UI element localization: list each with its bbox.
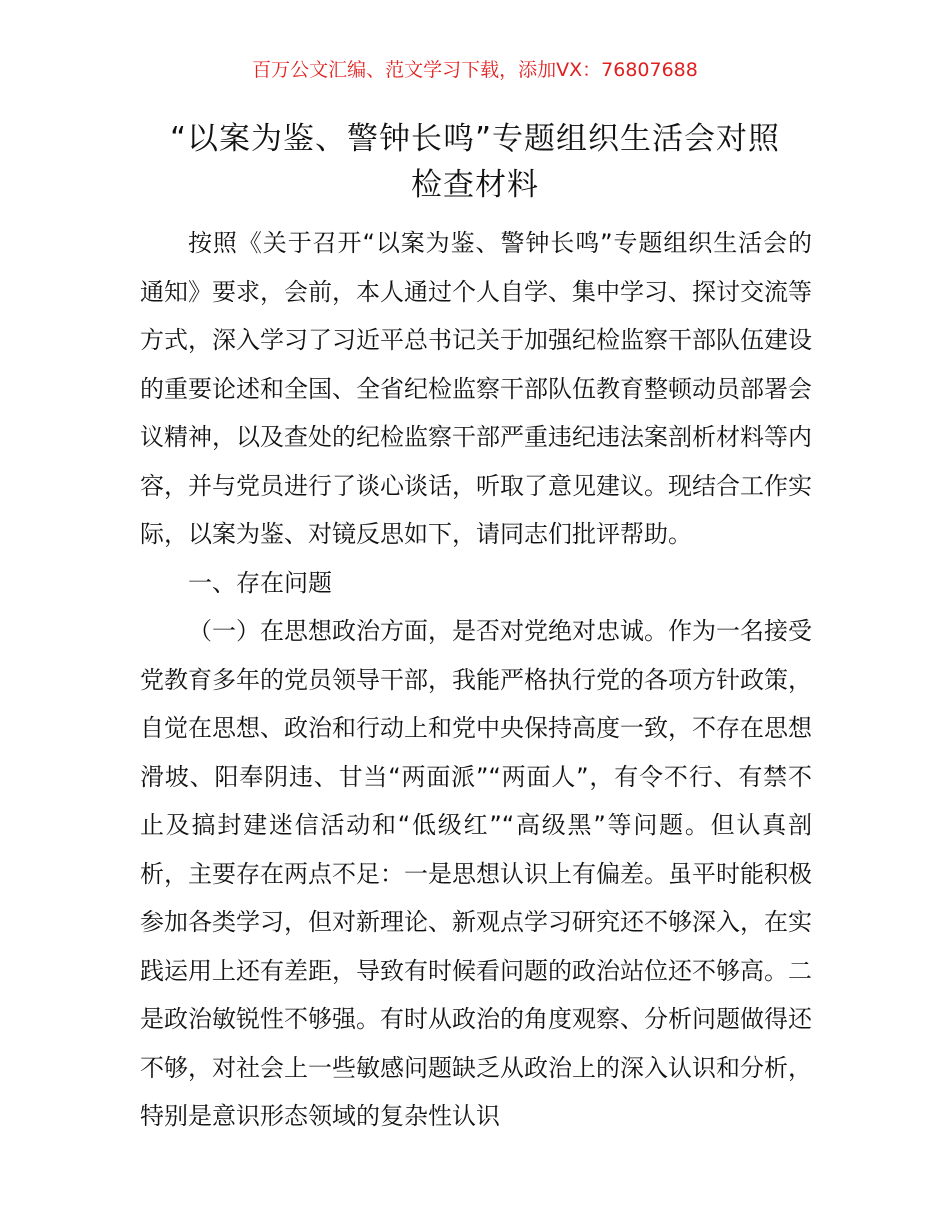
title-line-1: “以案为鉴、警钟长鸣”专题组织生活会对照 bbox=[169, 121, 781, 157]
intro-paragraph: 按照《关于召开“以案为鉴、警钟长鸣”专题组织生活会的通知》要求，会前，本人通过个人自学、集中学习、探讨交流等方式，深入学习了习近平总书记关于加强纪检监察干部队伍建设的重要论述和全国、全省纪检监察干部队伍教育整顿动员部署会议精神，以及查处的纪检监察干部严重违纪违法案剖析材料等内容，并与党员进行了谈心谈话，听取了意见建议。现结合工作实际，以案为鉴、对镜反思如下，请同志们批评帮助。 bbox=[140, 229, 812, 548]
body-paragraph: （一）在思想政治方面，是否对党绝对忠诚。作为一名接受党教育多年的党员领导干部，我能严格执行党的各项方针政策，自觉在思想、政治和行动上和党中央保持高度一致，不存在思想滑坡、阳奉阴违、甘当“两面派”“两面人”，有令不行、有禁不止及搞封建迷信活动和“低级红”“高级黑”等问题。但认真剖析，主要存在两点不足：一是思想认识上有偏差。虽平时能积极参加各类学习，但对新理论、新观点学习研究还不够深入，在实践运用上还有差距，导致有时候看问题的政治站位还不够高。二是政治敏锐性不够强。有时从政治的角度观察、分析问题做得还不够，对社会上一些敏感问题缺乏从政治上的深入认识和分析，特别是意识形态领域的复杂性认识 bbox=[140, 617, 812, 1130]
title-line-2: 检查材料 bbox=[411, 167, 539, 203]
document-body bbox=[140, 219, 812, 1141]
document-title bbox=[140, 116, 810, 208]
watermark-header: 百万公文汇编、范文学习下载，添加VX：76807688 bbox=[252, 59, 698, 81]
section-heading: 一、存在问题 bbox=[188, 568, 332, 597]
